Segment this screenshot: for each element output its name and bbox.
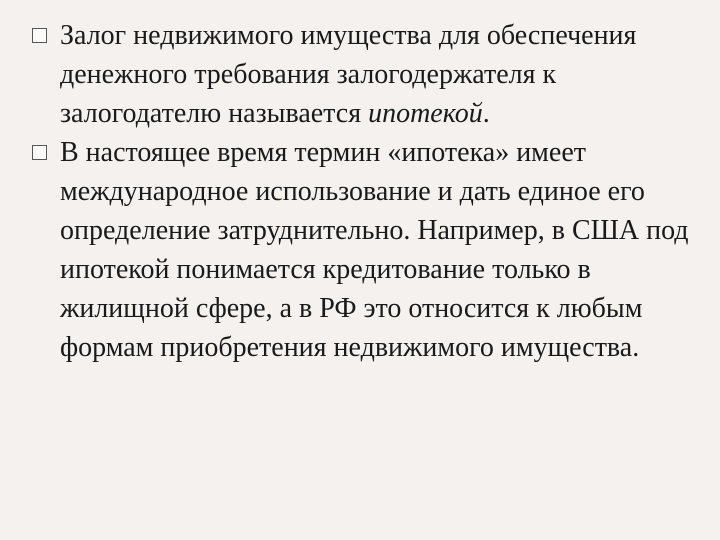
bullet-item-2 [28,133,708,367]
bullet-item-1 [28,16,708,133]
square-bullet-icon [32,145,47,160]
bullet-1-text: Залог недвижимого имущества для обеспечения денежного требования залогодержателя к залогодателю называется [60,20,637,129]
bullet-1-italic-term: ипотекой [368,98,483,129]
square-bullet-icon [32,28,47,43]
bullet-list [28,16,708,367]
bullet-2-text: В настоящее время термин «ипотека» имеет международное использование и дать единое его определение затруднительно. Например, в США под ипотекой понимается кредитование только в жилищной сфере, а в РФ это относится к любым формам приобретения недвижимого имущества. [60,137,689,363]
bullet-1-period: . [482,98,490,129]
